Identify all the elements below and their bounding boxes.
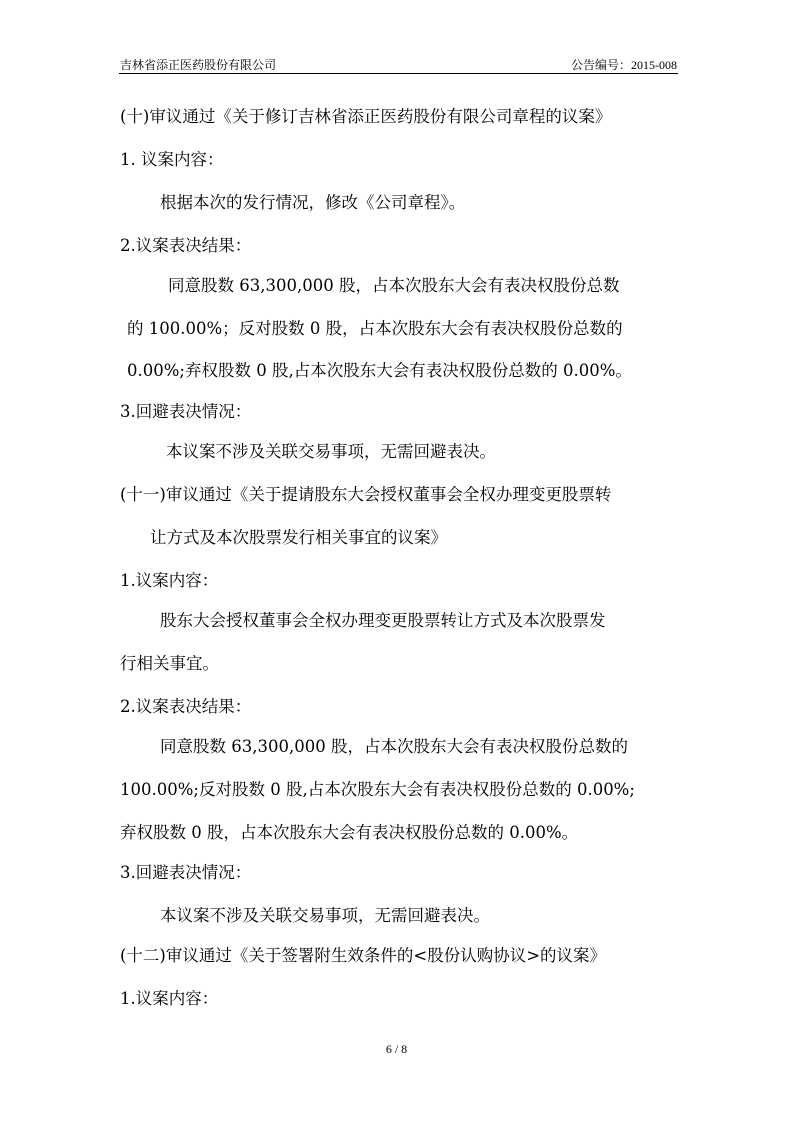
section-11-heading: (十一)审议通过《关于提请股东大会授权董事会全权办理变更股票转 bbox=[120, 485, 612, 504]
proposal-content-text: 根据本次的发行情况，修改《公司章程》。 bbox=[160, 193, 466, 212]
vote-result-heading: 2.议案表决结果： bbox=[120, 697, 252, 716]
proposal-content-heading: 1.议案内容： bbox=[120, 571, 219, 590]
proposal-content-heading: 1. 议案内容： bbox=[120, 150, 224, 169]
vote-result-text: 0.00%;弃权股数 0 股,占本次股东大会有表决权股份总数的 0.00%。 bbox=[127, 361, 632, 380]
header-divider bbox=[119, 73, 678, 74]
proposal-content-heading: 1.议案内容： bbox=[120, 989, 219, 1008]
proposal-content-text: 行相关事宜。 bbox=[120, 654, 219, 673]
page-header bbox=[120, 54, 677, 74]
section-10-heading: (十)审议通过《关于修订吉林省添正医药股份有限公司章程的议案》 bbox=[120, 107, 612, 126]
section-12-heading: (十二)审议通过《关于签署附生效条件的<股份认购协议>的议案》 bbox=[120, 946, 607, 965]
abstention-text: 本议案不涉及关联交易事项，无需回避表决。 bbox=[166, 442, 496, 461]
proposal-content-text: 股东大会授权董事会全权办理变更股票转让方式及本次股票发 bbox=[160, 611, 606, 630]
vote-result-text: 同意股数 63,300,000 股，占本次股东大会有表决权股份总数的 bbox=[160, 737, 628, 756]
abstention-heading: 3.回避表决情况： bbox=[120, 863, 252, 882]
vote-result-text: 同意股数 63,300,000 股，占本次股东大会有表决权股份总数 bbox=[168, 276, 620, 295]
page-number: 6 / 8 bbox=[385, 1042, 408, 1056]
vote-result-text: 弃权股数 0 股，占本次股东大会有表决权股份总数的 0.00%。 bbox=[120, 823, 579, 842]
announcement-number: 公告编号：2015-008 bbox=[571, 58, 677, 72]
vote-result-heading: 2.议案表决结果： bbox=[120, 236, 252, 255]
vote-result-text: 的 100.00%；反对股数 0 股，占本次股东大会有表决权股份总数的 bbox=[127, 319, 623, 338]
company-name: 吉林省添正医药股份有限公司 bbox=[120, 58, 277, 72]
abstention-text: 本议案不涉及关联交易事项，无需回避表决。 bbox=[160, 906, 490, 925]
abstention-heading: 3.回避表决情况： bbox=[120, 402, 252, 421]
vote-result-text: 100.00%;反对股数 0 股,占本次股东大会有表决权股份总数的 0.00%; bbox=[120, 780, 635, 799]
section-11-heading-cont: 让方式及本次股票发行相关事宜的议案》 bbox=[150, 528, 447, 547]
